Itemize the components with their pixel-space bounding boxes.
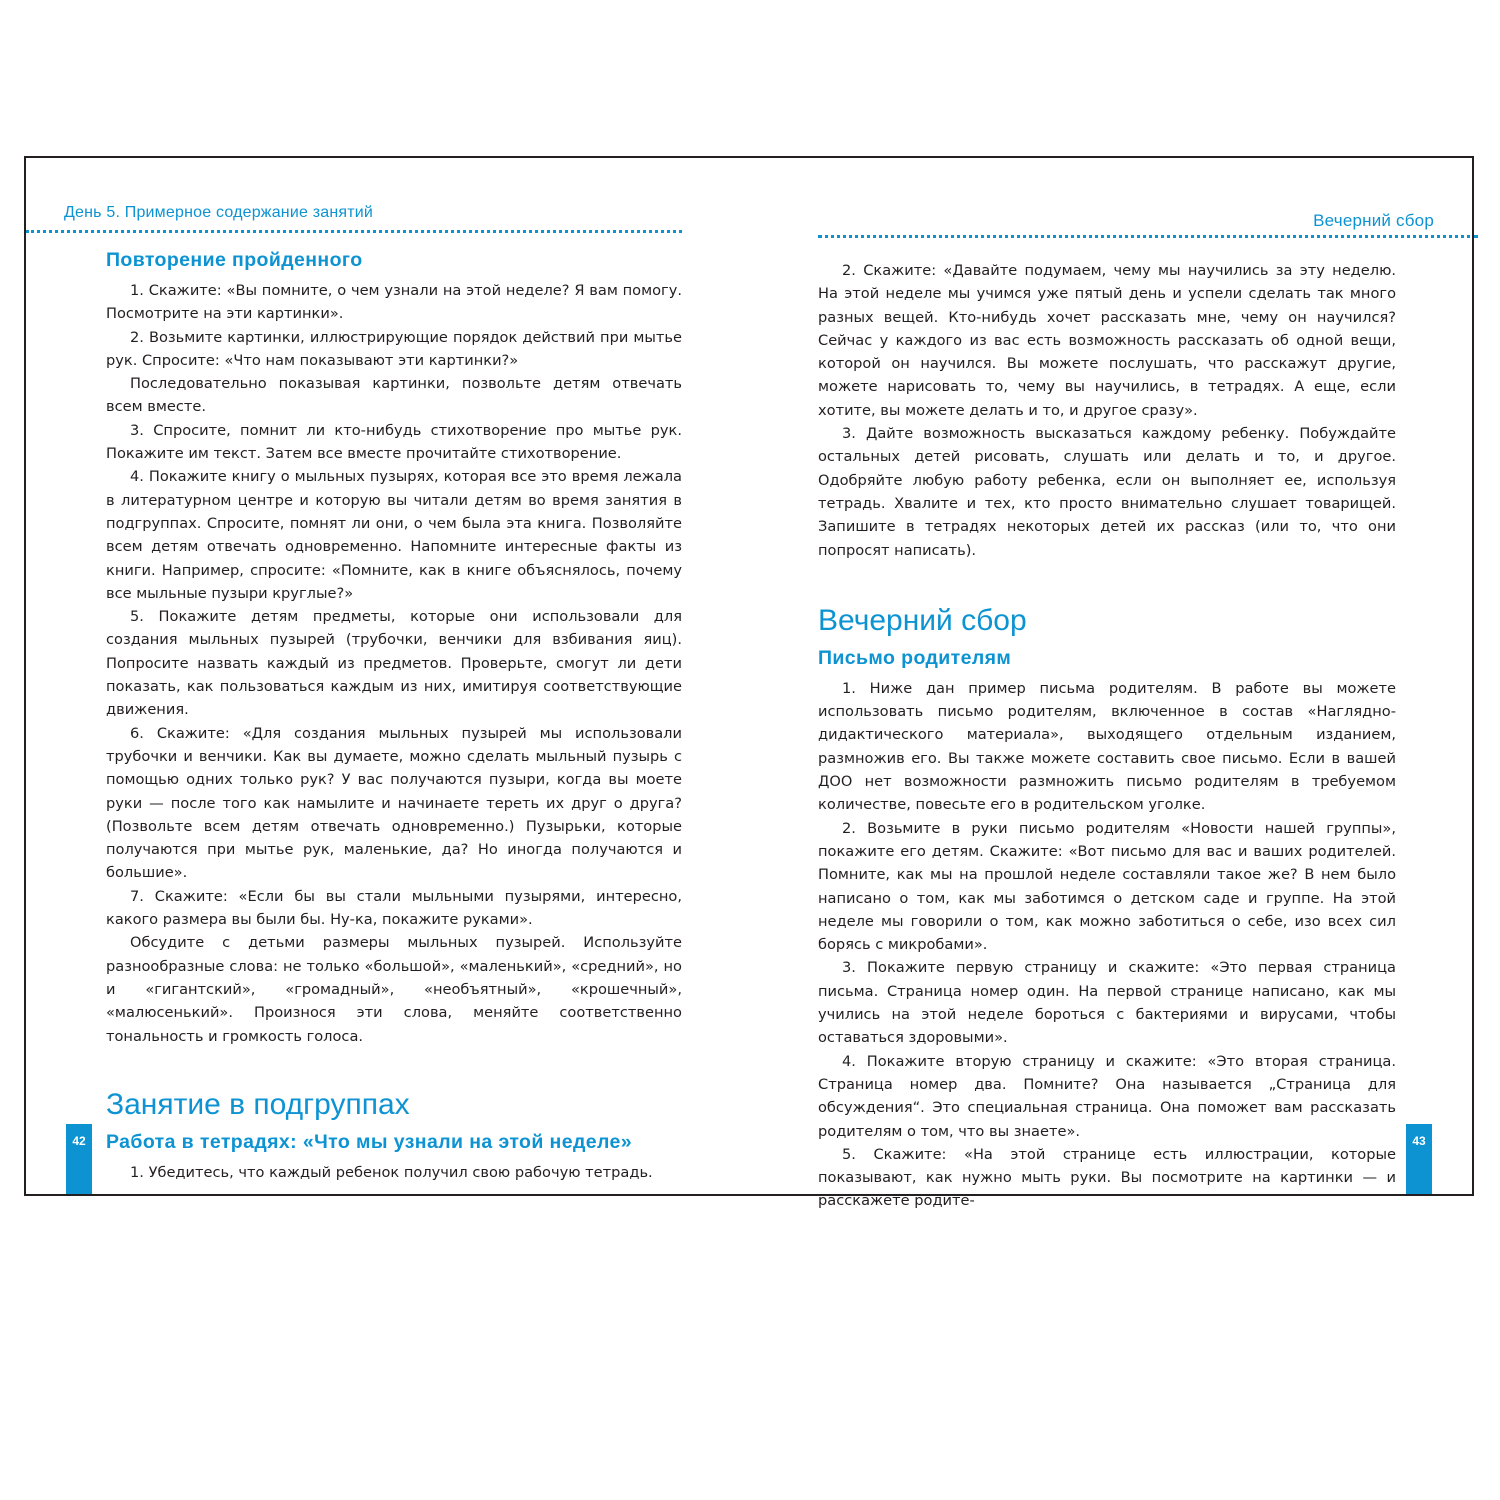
paragraph: 1. Убедитесь, что каждый ребенок получил свою рабочую тетрадь. bbox=[130, 1163, 653, 1181]
paragraph: 3. Дайте возможность высказаться каждому ребенку. Побуждайте остальных детей рисовать, слушать или делать и то, и другое. Одобряйте любую работу ребенка, если он выполняет ее, используя тетрадь. Хвалите и тех, кто просто внимательно слушает товарищей. Запишите в тетрадях некоторых детей их рассказ (или то, что они попросят написать). bbox=[818, 425, 1396, 559]
left-page-content bbox=[106, 246, 682, 1184]
paragraph: 3. Покажите первую страницу и скажите: «Это первая страница письма. Страница номер один. На первой странице написано, как мы учились на этой неделе бороться с бактериями и вирусами, чтобы оставаться здоровыми». bbox=[818, 959, 1396, 1047]
paragraph: Обсудите с детьми размеры мыльных пузырей. Используйте разнообразные слова: не только «большой», «маленький», «средний», но и «гигантский», «громадный», «необъятный», «крошечный», «малюсенький». Произнося эти слова, меняйте соответственно тональность и громкость голоса. bbox=[106, 934, 682, 1045]
left-page-header: День 5. Примерное содержание занятий bbox=[64, 204, 374, 221]
paragraph: 2. Возьмите картинки, иллюстрирующие порядок действий при мытье рук. Спросите: «Что нам показывают эти картинки?» bbox=[106, 328, 682, 369]
section-title-evening: Вечерний сбор bbox=[818, 603, 1027, 637]
paragraph: 6. Скажите: «Для создания мыльных пузырей мы использовали трубочки и венчики. Как вы думаете, можно сделать мыльный пузырь с помощью одних только рук? У вас получаются пузыри, когда вы моете руки — после того как намылите и начинаете тереть их друг о друга? (Позвольте всем детям отвечать одновременно.) Пузырьки, которые получаются при мытье рук, маленькие, да? Но иногда получаются и большие». bbox=[106, 724, 682, 882]
right-page-header: Вечерний сбор bbox=[1313, 211, 1434, 230]
paragraph: 1. Ниже дан пример письма родителям. В работе вы можете использовать письмо родителям, включенное в состав «Наглядно-дидактического материала», выходящего отдельным изданием, размножив его. Вы также можете составить свое письмо. Если в вашей ДОО нет возможности размножить письмо родителям в требуемом количестве, повесьте его в родительском уголке. bbox=[818, 679, 1396, 814]
right-page-content bbox=[818, 259, 1396, 1213]
spacer bbox=[818, 562, 1396, 602]
spacer bbox=[106, 1048, 682, 1086]
subsection-title-letter: Письмо родителям bbox=[818, 646, 1012, 669]
right-header-divider bbox=[818, 235, 1478, 238]
paragraph: 2. Возьмите в руки письмо родителям «Новости нашей группы», покажите его детям. Скажите: «Вот письмо для вас и ваших родителей. Помните, как мы на прошлой неделе составляли такое же? В нем было написано о том, как мы заботимся о детском саде и группе. На этой неделе мы говорили о том, как можно заботиться о себе, изо всех сил борясь с микробами». bbox=[818, 819, 1396, 954]
section-title-review: Повторение пройденного bbox=[106, 249, 363, 271]
paragraph: 2. Скажите: «Давайте подумаем, чему мы научились за эту неделю. На этой неделе мы учимся уже пятый день и успели сделать так много разных вещей. Кто-нибудь хочет рассказать мне, чему он научился? Сейчас у каждого из вас есть возможность рассказать об одной вещи, которой он научился. Вы можете послушать, что расскажут другие, можете нарисовать то, чему вы научились, в тетрадях. А еще, если хотите, вы можете делать и то, и другое сразу». bbox=[818, 262, 1396, 419]
book-spread bbox=[24, 156, 1474, 1210]
left-header-divider bbox=[26, 230, 682, 233]
section-title-subgroups: Занятие в подгруппах bbox=[106, 1087, 410, 1121]
paragraph: 1. Скажите: «Вы помните, о чем узнали на этой неделе? Я вам помогу. Посмотрите на эти картинки». bbox=[106, 282, 682, 323]
paragraph: Последовательно показывая картинки, позвольте детям отвечать всем вместе. bbox=[106, 375, 682, 416]
page-number-right: 43 bbox=[1406, 1124, 1432, 1194]
page-number-left: 42 bbox=[66, 1124, 92, 1194]
paragraph: 7. Скажите: «Если бы вы стали мыльными пузырями, интересно, какого размера вы были бы. Ну-ка, покажите руками». bbox=[106, 887, 682, 929]
paragraph: 5. Скажите: «На этой странице есть иллюстрации, которые показывают, как нужно мыть руки. Вы посмотрите на картинки — и расскажете родите- bbox=[818, 1145, 1396, 1210]
paragraph: 5. Покажите детям предметы, которые они использовали для создания мыльных пузырей (трубочки, венчики для взбивания яиц). Попросите назвать каждый из предметов. Проверьте, смогут ли дети показать, как пользоваться каждым из них, имитируя соответствующие движения. bbox=[106, 608, 682, 719]
subsection-title-notebooks: Работа в тетрадях: «Что мы узнали на этой неделе» bbox=[106, 1130, 633, 1153]
paragraph: 3. Спросите, помнит ли кто-нибудь стихотворение про мытье рук. Покажите им текст. Затем все вместе прочитайте стихотворение. bbox=[106, 421, 682, 463]
paragraph: 4. Покажите вторую страницу и скажите: «Это вторая страница. Страница номер два. Помните? Она называется „Страница для обсуждения“. Это специальная страница. Она поможет вам рассказать родителям о том, что вы знаете». bbox=[818, 1052, 1396, 1140]
paragraph: 4. Покажите книгу о мыльных пузырях, которая все это время лежала в литературном центре и которую вы читали детям во время занятия в подгруппах. Спросите, помнят ли они, о чем была эта книга. Позволяйте всем детям отвечать одновременно. Напомните интересные факты из книги. Например, спросите: «Помните, как в книге объяснялось, почему все мыльные пузыри круглые?» bbox=[106, 468, 682, 602]
